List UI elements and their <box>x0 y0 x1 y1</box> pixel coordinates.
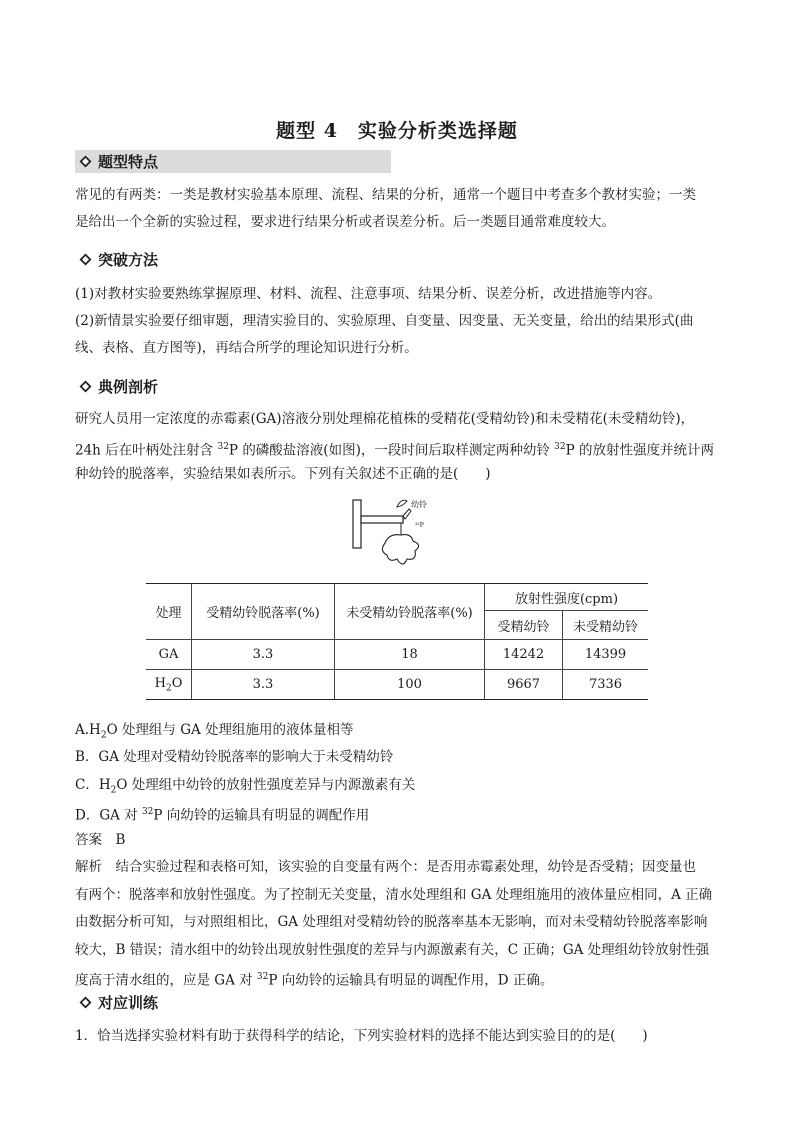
option-b: B．GA 处理对受精幼铃脱落率的影响大于未受精幼铃 <box>75 749 394 765</box>
table-row: $H_2O$ 3.3 100 9667 7336 <box>146 670 648 700</box>
th-unfert-rate: 未受精幼铃脱落率(%) <box>335 584 485 640</box>
section-features-header <box>75 150 158 173</box>
th-treatment: 处理 <box>146 584 192 640</box>
example-line-1: 研究人员用一定浓度的赤霉素(GA)溶液分别处理棉花植株的受精花(受精幼铃)和未受精花(未受精幼铃)， <box>75 411 695 427</box>
analysis-line-1: 解析 结合实验过程和表格可知，该实验的自变量有两个：是否用赤霉素处理，幼铃是否受精；因变量也 <box>75 859 696 875</box>
features-line-2: 是给出一个全新的实验过程，要求进行结果分析或者误差分析。后一类题目通常难度较大。 <box>75 214 615 230</box>
diamond-bullet-icon <box>79 996 92 1009</box>
method-line-3: 线、表格、直方图等)，再结合所学的理论知识进行分析。 <box>75 340 418 356</box>
option-c: C．$H_2O$ 处理组中幼铃的放射性强度差异与内源激素有关 <box>75 777 416 796</box>
section-practice-title: 对应训练 <box>98 994 159 1012</box>
th-radioactivity: 放射性强度(cpm) <box>485 584 649 611</box>
option-a: $A.H_2O$ 处理组与 GA 处理组施用的液体量相等 <box>75 722 354 741</box>
features-line-1: 常见的有两类：一类是教材实验基本原理、流程、结果的分析，通常一个题目中考查多个教材实验；一类 <box>75 187 696 203</box>
th-fert: 受精幼铃 <box>485 611 563 640</box>
method-line-2: (2)新情景实验要仔细审题，理清实验目的、实验原理、自变量、因变量、无关变量，给出的结果形式(曲 <box>75 313 694 329</box>
results-table <box>146 583 648 700</box>
diamond-bullet-icon <box>79 380 92 393</box>
practice-question-1: 1．恰当选择实验材料有助于获得科学的结论，下列实验材料的选择不能达到实验目的的是( ) <box>75 1028 648 1044</box>
figure-label-isotope: ³²P <box>415 522 424 529</box>
plant-injection-figure <box>345 495 445 573</box>
th-unfert: 未受精幼铃 <box>563 611 649 640</box>
diamond-bullet-icon <box>79 253 92 266</box>
section-features-title: 题型特点 <box>98 153 159 171</box>
example-line-3: 种幼铃的脱落率，实验结果如表所示。下列有关叙述不正确的是( ) <box>75 466 491 482</box>
analysis-line-4: 较大，B 错误；清水组中的幼铃出现放射性强度的差异与内源激素有关，C 正确；GA 处理组幼铃放射性强 <box>75 942 710 958</box>
section-example-title: 典例剖析 <box>98 378 159 396</box>
th-fert-rate: 受精幼铃脱落率(%) <box>192 584 335 640</box>
section-example-header <box>75 375 158 398</box>
section-practice-header <box>75 991 158 1014</box>
example-line-2: 24h 后在叶柄处注射含 $^{32}$P 的磷酸盐溶液(如图)，一段时间后取样测定两种幼铃 $^{32}$P 的放射性强度并统计两 <box>75 442 714 459</box>
method-line-1: (1)对教材实验要熟练掌握原理、材料、流程、注意事项、结果分析、误差分析，改进措施等内容。 <box>75 286 662 302</box>
analysis-line-5: 度高于清水组的，应是 GA 对 $^{32}$P 向幼铃的运输具有明显的调配作用，D 正确。 <box>75 972 554 989</box>
table-row: GA 3.3 18 14242 14399 <box>146 640 648 670</box>
section-method-header <box>75 248 158 271</box>
diamond-bullet-icon <box>79 155 92 168</box>
analysis-line-3: 由数据分析可知，与对照组相比，GA 处理组对受精幼铃的脱落率基本无影响，而对未受精幼铃脱落率影响 <box>75 914 708 930</box>
analysis-line-2: 有两个：脱落率和放射性强度。为了控制无关变量，清水处理组和 GA 处理组施用的液体量应相同，A 正确 <box>75 887 713 903</box>
answer-line: 答案 B <box>75 832 126 848</box>
page-title: 题型 4 实验分析类选择题 <box>276 120 518 142</box>
option-d: D．GA 对 $^{32}$P 向幼铃的运输具有明显的调配作用 <box>75 807 370 824</box>
figure-label-boll: 幼铃 <box>411 500 427 509</box>
section-method-title: 突破方法 <box>98 251 159 269</box>
